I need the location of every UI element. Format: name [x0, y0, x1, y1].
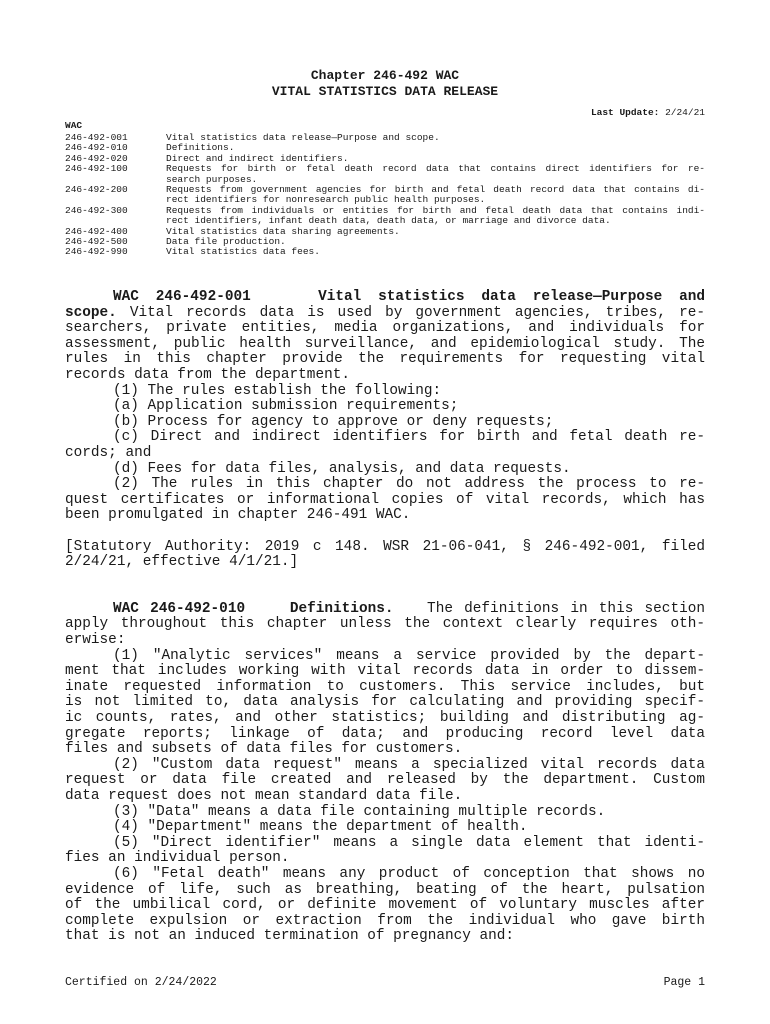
text-line: of the umbilical cord, or definite movement of voluntary muscles after — [65, 897, 705, 914]
section-heading-text: WAC 246-492-010 Definitions. — [113, 600, 394, 617]
text-line: rules in this chapter provide the requirements for requesting vital — [65, 351, 705, 368]
last-update-label: Last Update: — [590, 107, 660, 118]
table-of-contents — [65, 133, 705, 258]
toc-description-line: Data file production. — [166, 236, 286, 248]
blank-line — [65, 524, 705, 540]
toc-description-line: Vital statistics data sharing agreements. — [166, 225, 400, 237]
toc-entry-description — [166, 206, 705, 227]
toc-entry[interactable] — [65, 133, 705, 143]
text-line: erwise: — [65, 632, 126, 649]
text-line: (d) Fees for data files, analysis, and data requests. — [113, 460, 571, 477]
blank-line — [65, 586, 705, 602]
toc-description-line: Vital statistics data release—Purpose and scope. — [166, 132, 440, 143]
toc-entry-number[interactable]: 246-492-001 — [65, 132, 128, 143]
toc-description-line: Vital statistics data fees. — [166, 246, 320, 258]
section-heading-text: WAC 246-492-001 Vital statistics data release—Purpose and — [113, 289, 705, 305]
certified-date: Certified on 2/24/2022 — [65, 976, 217, 989]
document-page — [65, 0, 705, 1024]
chapter-heading — [65, 68, 705, 100]
statutory-authority-line: [Statutory Authority: 2019 c 148. WSR 21-06-041, § 246-492-001, filed — [65, 538, 705, 555]
text-line: request or data file created and released by the department. Custom — [65, 772, 705, 789]
toc-entry[interactable] — [65, 247, 705, 257]
toc-entry[interactable] — [65, 185, 705, 206]
text-line: ic counts, rates, and other statistics; building and distributing ag- — [65, 710, 705, 727]
section-text: Vital records data is used by government agencies, tribes, re- — [116, 304, 705, 321]
text-line: (4) "Department" means the department of health. — [113, 819, 528, 836]
text-line: (6) "Fetal death" means any product of conception that shows no — [113, 865, 705, 882]
text-line: (1) The rules establish the following: — [113, 382, 442, 399]
toc-description-line: Requests for birth or fetal death record data that contains direct identifiers for re- — [166, 163, 705, 175]
chapter-number: Chapter 246-492 WAC — [310, 68, 460, 83]
page-number: Page 1 — [663, 976, 705, 989]
last-update-value: 2/24/21 — [665, 107, 705, 118]
text-line: (c) Direct and indirect identifiers for birth and fetal death re- — [113, 429, 705, 446]
document-body — [65, 290, 705, 945]
text-line: (3) "Data" means a data file containing multiple records. — [113, 803, 606, 820]
text-line: been promulgated in chapter 246-491 WAC. — [65, 507, 411, 524]
text-line: assessment, public health surveillance, and epidemiological study. The — [65, 335, 705, 352]
text-line: (2) "Custom data request" means a specialized vital records data — [113, 756, 705, 773]
text-line: records data from the department. — [65, 366, 350, 383]
toc-entry-description — [166, 185, 705, 206]
toc-description-line: Requests from individuals or entities for birth and fetal death data that contains indi- — [166, 204, 705, 216]
text-line: apply throughout this chapter unless the context clearly requires oth- — [65, 616, 705, 633]
toc-entry-description — [166, 164, 705, 185]
toc-entry[interactable] — [65, 227, 705, 237]
toc-description-line: search purposes. — [166, 173, 258, 185]
section-heading — [65, 602, 705, 618]
toc-description-line: Requests from government agencies for birth and fetal death record data that contains di- — [166, 184, 705, 196]
text-line: evidence of life, such as breathing, beating of the heart, pulsation — [65, 881, 705, 898]
toc-entry[interactable] — [65, 206, 705, 227]
toc-entry-number[interactable]: 246-492-990 — [65, 246, 128, 258]
text-line: fies an individual person. — [65, 850, 290, 867]
toc-description-line: rect identifiers for nonresearch public health purposes. — [166, 194, 486, 206]
text-line: quest certificates or informational copies of vital records, which has — [65, 491, 705, 508]
chapter-title: VITAL STATISTICS DATA RELEASE — [271, 84, 499, 99]
text-line: (b) Process for agency to approve or deny requests; — [113, 413, 554, 430]
last-update — [591, 107, 705, 119]
text-line: cords; and — [65, 444, 152, 461]
blank-line — [65, 571, 705, 587]
toc-entry-number[interactable]: 246-492-500 — [65, 236, 128, 248]
page-footer — [65, 976, 705, 990]
toc-entry[interactable] — [65, 143, 705, 153]
toc-entry[interactable] — [65, 237, 705, 247]
toc-description-line: rect identifiers, infant death data, death data, or marriage and divorce data. — [166, 215, 611, 227]
section-heading-continuation: scope. — [65, 304, 117, 321]
text-line: complete expulsion or extraction from the individual who gave birth — [65, 912, 705, 929]
toc-description-line: Direct and indirect identifiers. — [166, 152, 349, 164]
text-line: data request does not mean standard data file. — [65, 788, 463, 804]
text-line — [65, 306, 705, 322]
text-line: (2) The rules in this chapter do not address the process to re- — [113, 476, 705, 493]
text-line: searchers, private entities, media organizations, and individuals for — [65, 320, 705, 337]
section-heading — [65, 290, 705, 306]
text-line: that is not an induced termination of pregnancy and: — [65, 928, 515, 945]
text-line: ment that includes working with vital records data in order to dissem- — [65, 663, 705, 680]
toc-entry-number[interactable]: 246-492-200 — [65, 184, 128, 196]
text-line: (1) "Analytic services" means a service provided by the depart- — [113, 647, 705, 664]
toc-entry-number[interactable]: 246-492-100 — [65, 163, 128, 175]
toc-entry-number[interactable]: 246-492-300 — [65, 204, 128, 216]
text-line: inate requested information to customers. This service includes, but — [65, 678, 705, 695]
text-line: gregate reports; linkage of data; and producing record level data — [65, 725, 705, 742]
text-line: (a) Application submission requirements; — [113, 398, 459, 415]
statutory-authority-line: 2/24/21, effective 4/1/21.] — [65, 554, 299, 571]
toc-entry[interactable] — [65, 164, 705, 185]
toc-heading: WAC — [65, 120, 83, 131]
toc-entry-description — [166, 133, 705, 143]
toc-description-line: Definitions. — [166, 142, 235, 154]
toc-entry-number[interactable]: 246-492-010 — [65, 142, 128, 154]
section-first-line-text: The definitions in this section — [393, 600, 705, 617]
text-line: files and subsets of data files for customers. — [65, 741, 463, 758]
toc-entry-number[interactable]: 246-492-400 — [65, 225, 128, 237]
toc-entry-description — [166, 247, 705, 257]
text-line: (5) "Direct identifier" means a single data element that identi- — [113, 834, 705, 851]
text-line: is not limited to, data analysis for calculating and providing specif- — [65, 694, 705, 711]
toc-entry-number[interactable]: 246-492-020 — [65, 152, 128, 164]
